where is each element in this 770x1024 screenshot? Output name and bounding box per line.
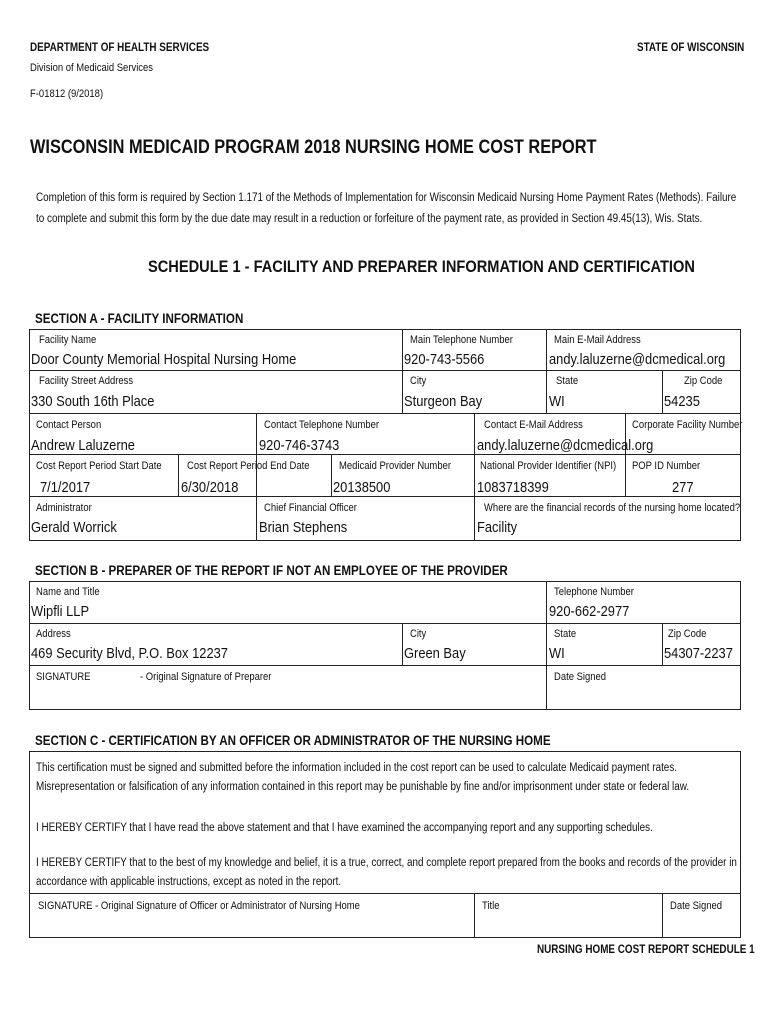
- start-date-label: Cost Report Period Start Date: [36, 460, 162, 472]
- administrator-field[interactable]: Gerald Worrick: [31, 519, 117, 536]
- intro-text: Completion of this form is required by Section 1.171 of the Methods of Implementation for Wisconsin Medicaid Nursing Home Payment Rates (Methods). Failure to complete and submit this form by the due date may result in a reduction or forfeiture of the payment rate, as provided in Section 49.45(13), Wis. Stats.: [36, 192, 737, 225]
- start-date-field[interactable]: 7/1/2017: [40, 479, 91, 496]
- state-field[interactable]: WI: [549, 393, 565, 410]
- contact-field[interactable]: Andrew Laluzerne: [31, 437, 135, 454]
- officer-date-label: Date Signed: [670, 900, 723, 912]
- corporate-facility-label: Corporate Facility Number: [632, 419, 743, 431]
- schedule-title: SCHEDULE 1 - FACILITY AND PREPARER INFORMATION AND CERTIFICATION: [148, 257, 695, 276]
- pop-id-label: POP ID Number: [632, 460, 701, 472]
- facility-name-label: Facility Name: [39, 334, 97, 346]
- contact-email-field[interactable]: andy.laluzerne@dcmedical.org: [477, 437, 654, 454]
- city-label: City: [410, 375, 427, 387]
- officer-signature-label: SIGNATURE - Original Signature of Officer or Administrator of Nursing Home: [38, 900, 360, 912]
- state-name: STATE OF WISCONSIN: [637, 42, 745, 54]
- contact-phone-label: Contact Telephone Number: [264, 419, 379, 431]
- form-id: F-01812 (9/2018): [30, 88, 104, 100]
- certification-statement: This certification must be signed and submitted before the information included in the cost report can be used to calculate Medicaid payment rates. Misrepresentation or falsification of any information contained in this report may be punishable by fine and/or imprisonment under state or federal law.: [36, 762, 690, 793]
- records-location-field[interactable]: Facility: [477, 519, 518, 536]
- cfo-field[interactable]: Brian Stephens: [259, 519, 348, 536]
- pop-id-field[interactable]: 277: [672, 479, 694, 496]
- preparer-state-field[interactable]: WI: [549, 645, 565, 662]
- zip-field[interactable]: 54235: [664, 393, 700, 410]
- street-label: Facility Street Address: [39, 375, 134, 387]
- city-field[interactable]: Sturgeon Bay: [404, 393, 483, 410]
- preparer-signature-field[interactable]: [31, 666, 545, 708]
- preparer-date-label: Date Signed: [554, 671, 607, 683]
- main-phone-label: Main Telephone Number: [410, 334, 513, 346]
- cfo-label: Chief Financial Officer: [264, 502, 357, 514]
- preparer-signature-label: SIGNATURE: [36, 671, 91, 683]
- preparer-address-label: Address: [36, 628, 71, 640]
- certify-true-statement: I HEREBY CERTIFY that to the best of my knowledge and belief, it is a true, correct, and complete report prepared from the books and records of the provider in accordance with applicable instructions, except as noted in the report.: [36, 857, 737, 888]
- npi-label: National Provider Identifier (NPI): [480, 460, 617, 472]
- end-date-label: Cost Report Period End Date: [187, 460, 310, 472]
- provider-number-label: Medicaid Provider Number: [339, 460, 451, 472]
- preparer-city-label: City: [410, 628, 427, 640]
- street-field[interactable]: 330 South 16th Place: [31, 393, 155, 410]
- section-b-title: SECTION B - PREPARER OF THE REPORT IF NOT AN EMPLOYEE OF THE PROVIDER: [35, 563, 508, 578]
- preparer-name-field[interactable]: Wipfli LLP: [31, 603, 90, 620]
- preparer-signature-note: - Original Signature of Preparer: [140, 671, 272, 683]
- main-phone-field[interactable]: 920-743-5566: [404, 351, 485, 368]
- state-label: State: [556, 375, 579, 387]
- section-c-title: SECTION C - CERTIFICATION BY AN OFFICER OR ADMINISTRATOR OF THE NURSING HOME: [35, 733, 551, 748]
- preparer-state-label: State: [554, 628, 577, 640]
- facility-name-field[interactable]: Door County Memorial Hospital Nursing Home: [31, 351, 297, 368]
- end-date-field[interactable]: 6/30/2018: [181, 479, 239, 496]
- administrator-label: Administrator: [36, 502, 92, 514]
- preparer-address-field[interactable]: 469 Security Blvd, P.O. Box 12237: [31, 645, 228, 662]
- preparer-name-label: Name and Title: [36, 586, 100, 598]
- contact-phone-field[interactable]: 920-746-3743: [259, 437, 340, 454]
- preparer-zip-label: Zip Code: [668, 628, 707, 640]
- preparer-zip-field[interactable]: 54307-2237: [664, 645, 733, 662]
- officer-title-field[interactable]: [476, 912, 661, 936]
- footer-title: NURSING HOME COST REPORT SCHEDULE 1: [537, 944, 755, 956]
- contact-label: Contact Person: [36, 419, 102, 431]
- preparer-date-field[interactable]: [548, 666, 739, 708]
- certify-read-statement: I HEREBY CERTIFY that I have read the above statement and that I have examined the accompanying report and any supporting schedules.: [36, 822, 653, 834]
- department-name: DEPARTMENT OF HEALTH SERVICES: [30, 42, 210, 54]
- preparer-city-field[interactable]: Green Bay: [404, 645, 466, 662]
- zip-label: Zip Code: [684, 375, 723, 387]
- division-name: Division of Medicaid Services: [30, 62, 154, 74]
- officer-date-field[interactable]: [664, 912, 739, 936]
- records-location-label: Where are the financial records of the nursing home located?: [484, 502, 741, 514]
- contact-email-label: Contact E-Mail Address: [484, 419, 583, 431]
- preparer-phone-label: Telephone Number: [554, 586, 634, 598]
- officer-signature-field[interactable]: [31, 912, 473, 936]
- officer-title-label: Title: [482, 900, 500, 912]
- section-a-title: SECTION A - FACILITY INFORMATION: [35, 311, 244, 326]
- main-email-field[interactable]: andy.laluzerne@dcmedical.org: [549, 351, 726, 368]
- main-email-label: Main E-Mail Address: [554, 334, 641, 346]
- page-title: WISCONSIN MEDICAID PROGRAM 2018 NURSING HOME COST REPORT: [30, 137, 597, 158]
- preparer-phone-field[interactable]: 920-662-2977: [549, 603, 630, 620]
- provider-number-field[interactable]: 20138500: [333, 479, 391, 496]
- npi-field[interactable]: 1083718399: [477, 479, 549, 496]
